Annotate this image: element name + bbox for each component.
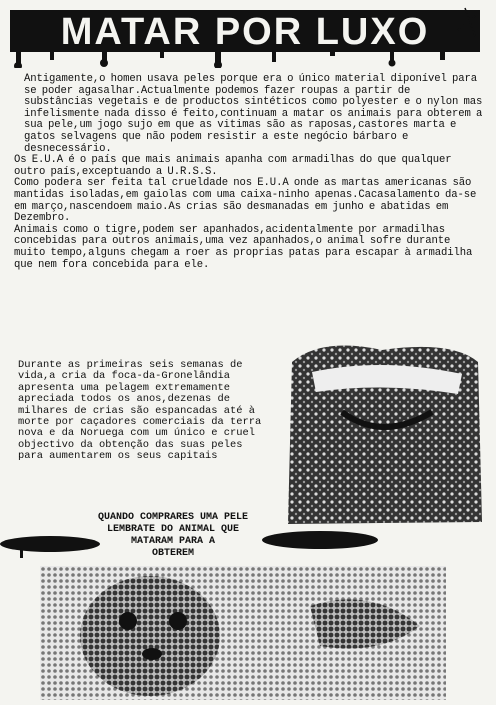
slogan-line-2: LEMBRATE DO ANIMAL QUE xyxy=(106,524,240,535)
fur-coat-photo xyxy=(282,332,488,528)
slogan-line-1: QUANDO COMPRARES UMA PELE xyxy=(97,512,249,523)
paragraph-armadilhas: Animais como o tigre,podem ser apanhados,acidentalmente por armadilhas concebidas para outros animais,uma vez apanhados,o animal sofre durante muito tempo,alguns chegam a roer as proprias patas para escapar à armadilha que nem fora concebida para ele. xyxy=(14,223,473,271)
seal-pup-image xyxy=(40,566,446,700)
slogan-line-3: MATARAM PARA A xyxy=(130,536,215,547)
fur-coat-image xyxy=(282,332,488,528)
slogan-line-4: OBTEREM xyxy=(151,548,194,559)
headline-text: MATAR POR LUXO xyxy=(60,11,430,53)
headline-graphic xyxy=(10,6,480,68)
seal-pup-photo xyxy=(40,566,446,700)
paragraph-martas: Como podera ser feita tal crueldade nos E.U.A onde as martas americanas são mantidas isoladas,em gaiolas com uma caixa-ninho apenas.Cacasalamento da-se em março,nascendoem maio.As crias são desmanadas em junho e abatidas em Dezembro. xyxy=(14,177,477,225)
column-foca: Durante as primeiras seis semanas de vida,a cria da foca-da-Gronelândia apresenta uma pelagem extremamente apreciada todos os anos,dezenas de milhares de crias são espancadas até à morte por caçadores comerciais da terra nova e da Noruega com um único e cruel objectivo da obtenção das suas peles para aumentarem os seus capitais xyxy=(18,359,262,463)
article-body xyxy=(14,74,484,271)
ink-splatter-right xyxy=(260,528,380,556)
paragraph-usa: Os E.U.A é o país que mais animais apanha com armadilhas do que qualquer outro país,exceptuando a U.R.S.S. xyxy=(14,154,452,178)
paragraph-intro: Antigamente,o homen usava peles porque era o único material diponível para se poder agasalhar.Actualmente podemos fazer roupas a partir de substâncias vegetais e de productos sintéticos como polyester e o nylon mas infelismente nada disso é feito,continuam a matar os animais para obterem a sua pele,um jogo sujo em que as vitimas são as raposas,castores marta e gatos selvagens que não podem resistir a este negócio bárbaro e desnecessário. xyxy=(24,73,483,155)
ink-splatter-left xyxy=(0,530,110,560)
headline xyxy=(10,6,480,68)
